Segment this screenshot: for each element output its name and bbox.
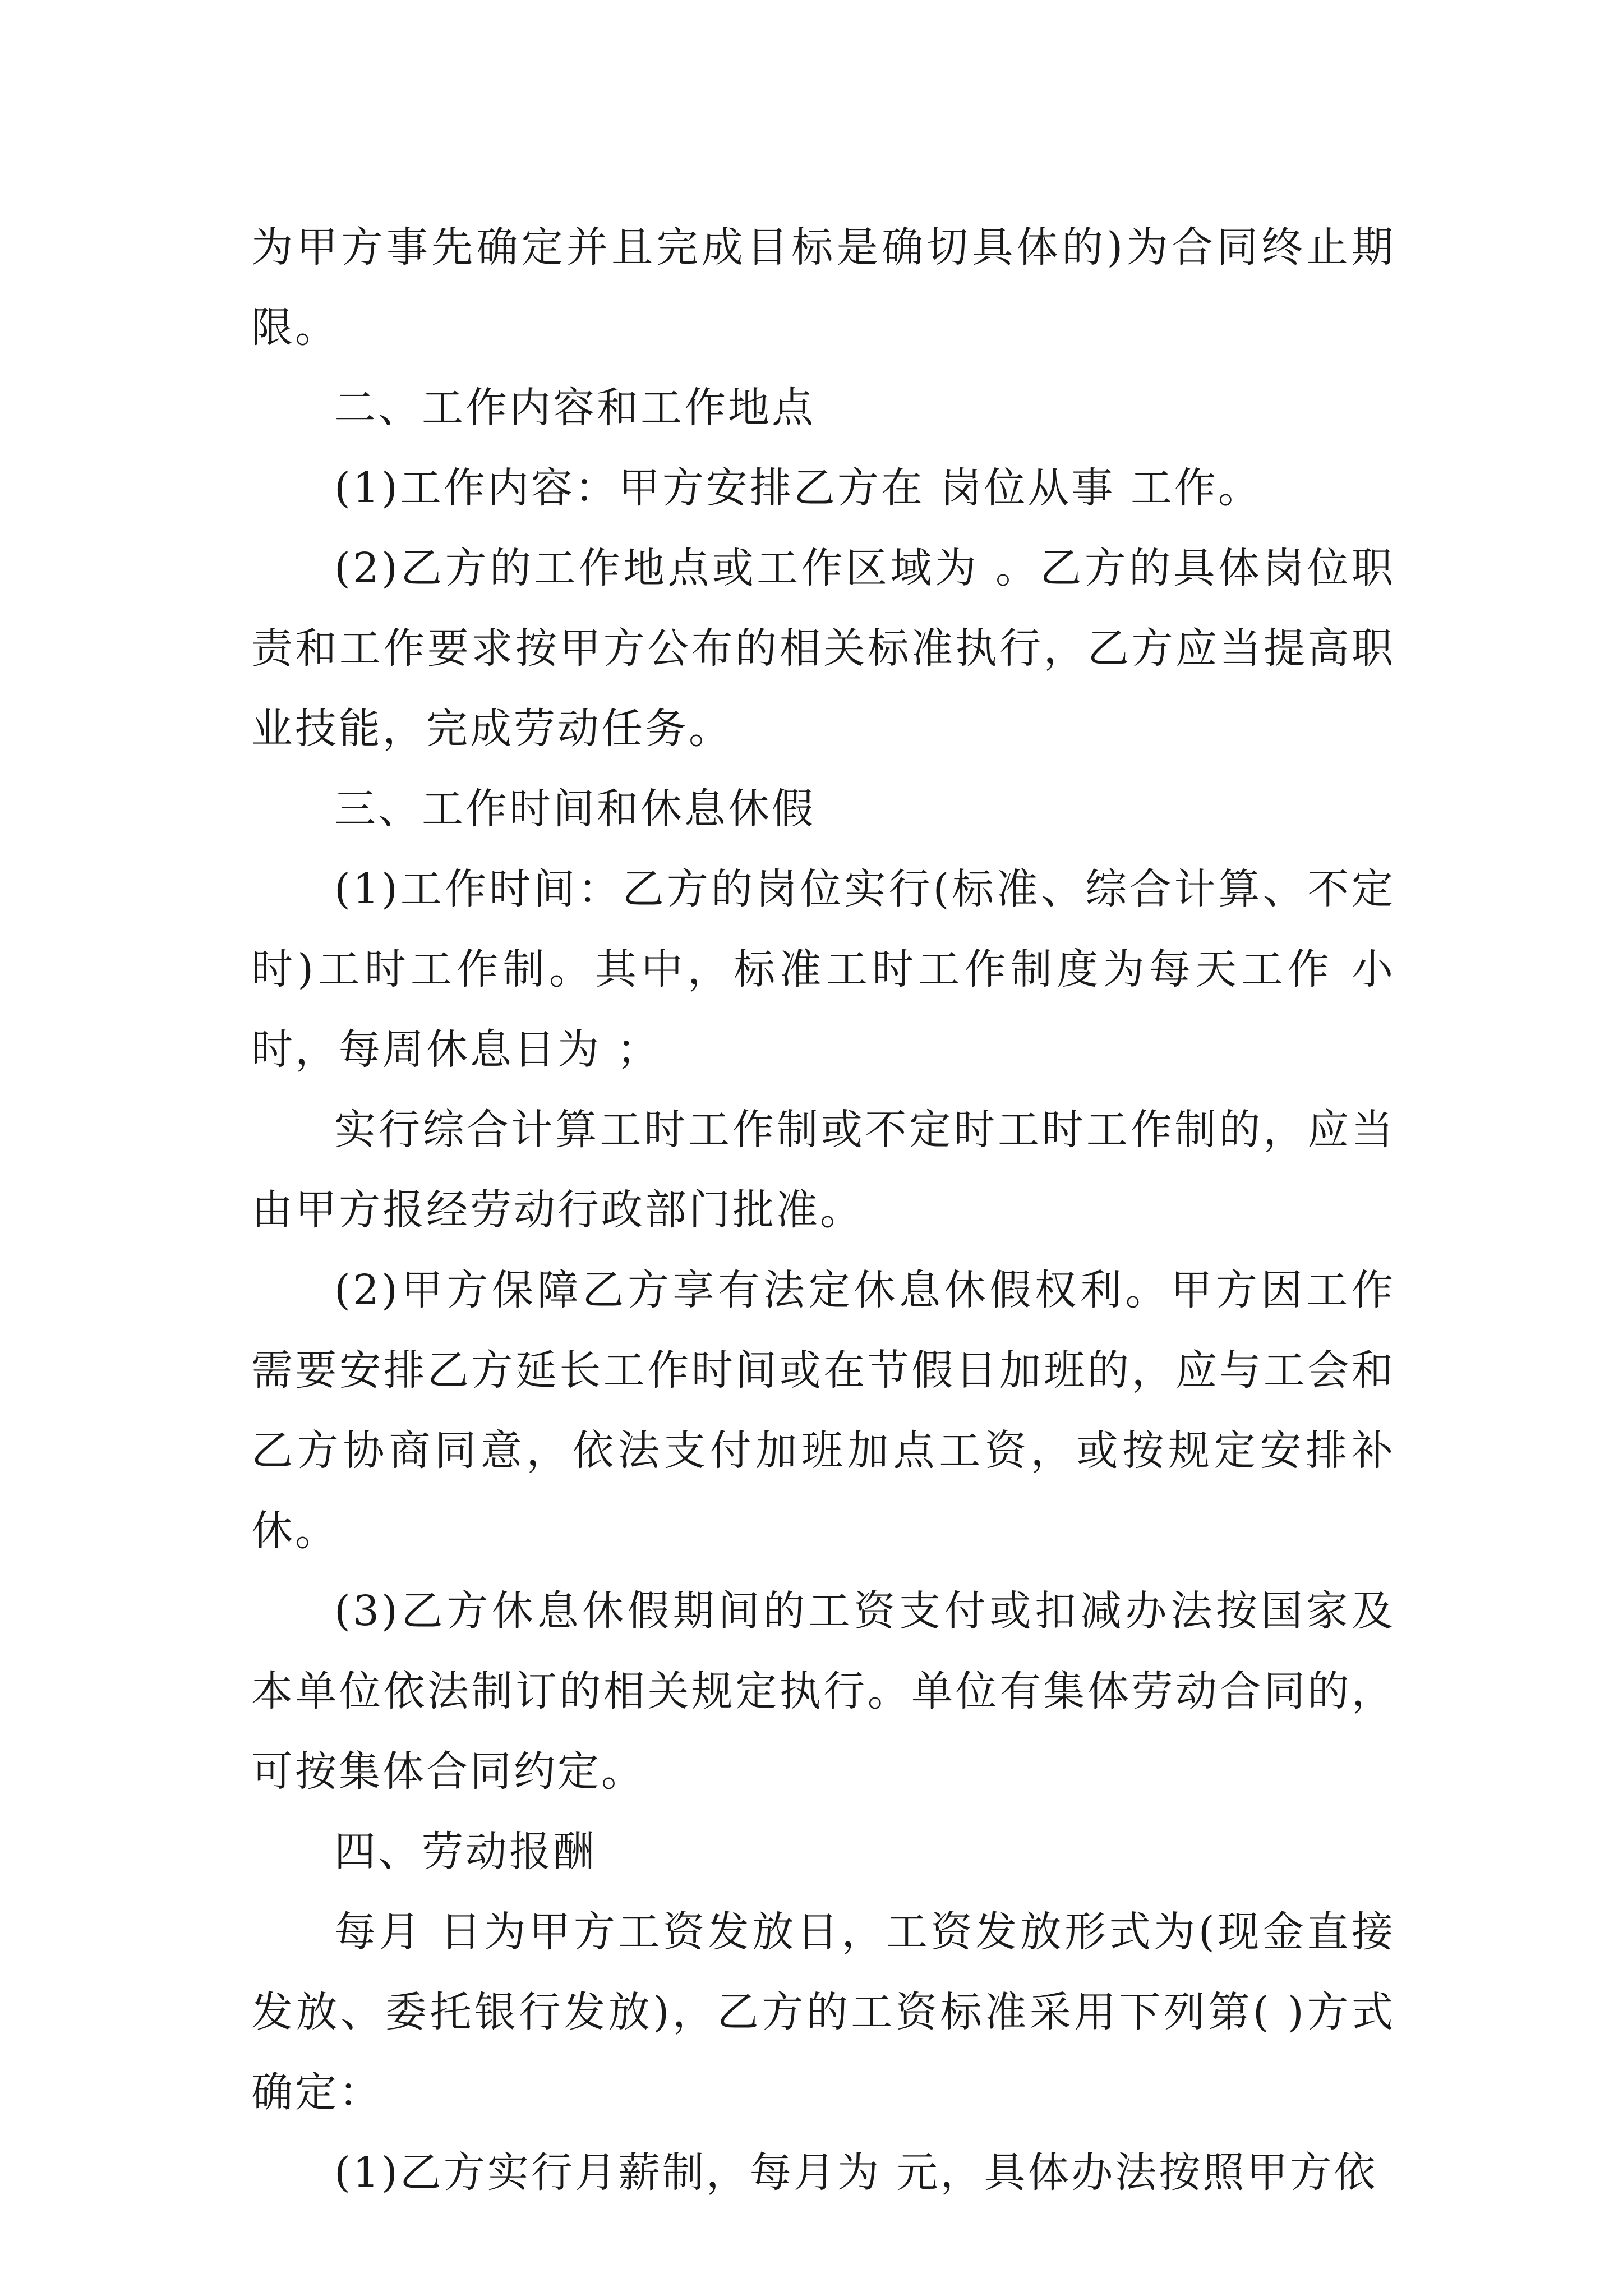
paragraph-pay-day: 每月 日为甲方工资发放日，工资发放形式为(现金直接发放、委托银行发放)，乙方的工资标准采用下列第( )方式确定：: [251, 1908, 1395, 2116]
heading-work-content-location: 二、工作内容和工作地点: [334, 384, 815, 432]
paragraph-flexible-hours: 实行综合计算工时工作制或不定时工时工作制的，应当由甲方报经劳动行政部门批准。: [251, 1106, 1395, 1234]
paragraph-term-end: 为甲方事先确定并且完成目标是确切具体的)为合同终止期限。: [251, 223, 1395, 352]
document-body: [251, 208, 1395, 2213]
paragraph-leave-pay: (3)乙方休息休假期间的工资支付或扣减办法按国家及本单位依法制订的相关规定执行。单位有集体劳动合同的，可按集体合同约定。: [251, 1587, 1395, 1796]
paragraph-work-hours: (1)工作时间：乙方的岗位实行(标准、综合计算、不定时)工时工作制。其中，标准工时工作制度为每天工作 小时，每周休息日为 ；: [251, 865, 1395, 1074]
paragraph-work-location: (2)乙方的工作地点或工作区域为 。乙方的具体岗位职责和工作要求按甲方公布的相关标准执行，乙方应当提高职业技能，完成劳动任务。: [251, 544, 1395, 753]
heading-remuneration: 四、劳动报酬: [334, 1828, 597, 1876]
heading-work-hours-rest: 三、工作时间和休息休假: [334, 785, 815, 833]
paragraph-work-content: (1)工作内容：甲方安排乙方在 岗位从事 工作。: [334, 464, 1262, 512]
paragraph-monthly-salary: (1)乙方实行月薪制，每月为 元，具体办法按照甲方依: [334, 2148, 1378, 2197]
paragraph-rest-rights: (2)甲方保障乙方享有法定休息休假权利。甲方因工作需要安排乙方延长工作时间或在节假日加班的，应与工会和乙方协商同意，依法支付加班加点工资，或按规定安排补休。: [251, 1266, 1395, 1555]
